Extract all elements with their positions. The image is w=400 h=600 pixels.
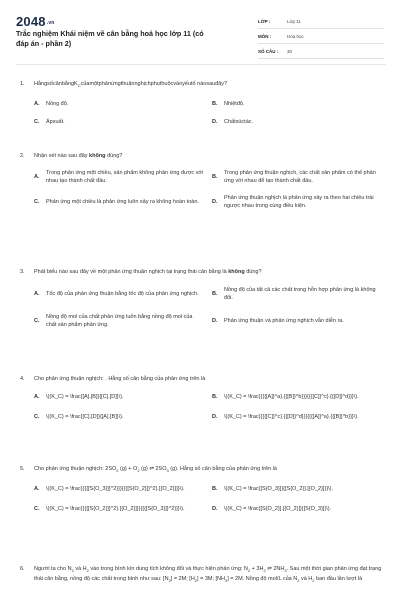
question-number: 4. <box>20 376 25 382</box>
option-letter: D. <box>212 413 218 420</box>
option-text: Nồng độ. <box>46 100 69 107</box>
site-logo[interactable] <box>16 14 55 29</box>
answer-option-d[interactable] <box>212 313 382 329</box>
question-number: 2. <box>20 153 25 159</box>
option-letter: B. <box>212 393 218 400</box>
option-text: Nồng độ của tất cả các chất trong hỗn hợp phản ứng là không đổi. <box>224 287 376 301</box>
question-text: HằngsốcânbằngK$_C$củamộtphảnứngthuậnnghịchphụthuộcvàoyếutố nàosauđây? <box>34 81 228 89</box>
answer-option-c[interactable] <box>34 194 204 210</box>
question-number: 6. <box>20 566 25 572</box>
option-letter: B. <box>212 291 218 297</box>
option-text: Trong phản ứng một chiều, sản phẩm không phản ứng được với nhau tạo thành chất đầu. <box>46 170 204 184</box>
question-number: 5. <box>20 466 25 472</box>
answer-option-d[interactable] <box>212 117 382 126</box>
question-4 <box>20 375 382 432</box>
question-stem <box>20 268 382 276</box>
answer-option-b[interactable] <box>212 392 382 401</box>
answer-option-a[interactable] <box>34 484 204 493</box>
meta-info <box>258 14 384 59</box>
page-header <box>16 14 386 60</box>
meta-value: Hóa học <box>287 33 304 39</box>
meta-value: Lớp 11 <box>287 18 301 24</box>
option-letter: B. <box>212 174 218 180</box>
option-letter: C. <box>34 118 40 125</box>
meta-value: 30 <box>287 48 293 54</box>
option-letter: D. <box>212 118 218 125</box>
question-number: 3. <box>20 269 25 275</box>
option-text: \((K_C) = \frac{[S{O_3}]}{[S{O_2}].[{O_2}]}}\). <box>224 485 334 492</box>
meta-row-subject <box>258 29 384 44</box>
answer-option-a[interactable] <box>34 99 204 108</box>
option-text: Phản ứng thuận và phản ứng nghịch vẫn diễn ra. <box>224 318 344 324</box>
option-letter: C. <box>34 199 40 205</box>
answer-options <box>20 286 382 340</box>
question-stem <box>20 465 382 475</box>
option-text: \((K_C) = \frac{{{{[S{O_3}]}^2}}}{{{[S{O_2}]}^2}.[{O_2}]}}\). <box>46 485 185 492</box>
option-letter: B. <box>212 485 218 492</box>
answer-option-b[interactable] <box>212 484 382 493</box>
option-text: Tốc độ của phản ứng thuận bằng tốc độ của phản ứng nghịch. <box>46 291 199 297</box>
logo-text: 2048 <box>16 14 46 29</box>
option-letter: A. <box>34 174 40 180</box>
answer-option-a[interactable] <box>34 169 204 185</box>
answer-option-d[interactable] <box>212 194 382 210</box>
option-text: \((K_C) = \frac{[A].[B]}{[C].[D]}\). <box>46 393 124 400</box>
option-text: Phản ứng một chiều là phản ứng luôn xảy ra không hoàn toàn. <box>46 199 199 205</box>
option-text: \((K_C) = \frac{{{{[A]}^a}.{{[B]}^b}}}{{{[C]}^c}.{{[D]}^d}}}\). <box>224 393 359 400</box>
option-text: Ápsuất. <box>46 118 65 125</box>
option-letter: D. <box>212 199 218 205</box>
option-text: \((K_C) = \frac{[S{O_2}].[{O_2}]}{[S{O_3}]}\). <box>224 505 332 512</box>
page-title: Trắc nghiệm Khái niệm về cân bằng hoá học lớp 11 (có đáp án - phần 2) <box>16 29 204 48</box>
answer-option-c[interactable] <box>34 504 204 513</box>
question-3 <box>20 268 382 340</box>
option-letter: A. <box>34 100 40 107</box>
option-text: Trong phản ứng thuận nghịch, các chất sản phẩm có thể phản ứng với nhau để tạo thành chất đầu. <box>224 170 376 184</box>
question-5 <box>20 465 382 524</box>
answer-option-a[interactable] <box>34 392 204 401</box>
question-text: Cho phản ứng thuận nghịch: . Hằng số cân bằng của phản ứng trên là <box>34 376 206 382</box>
header-divider <box>16 64 386 65</box>
answer-option-b[interactable] <box>212 99 382 108</box>
question-stem <box>20 565 382 585</box>
answer-options <box>20 99 382 135</box>
question-stem <box>20 375 382 383</box>
option-letter: A. <box>34 393 40 400</box>
question-2 <box>20 152 382 219</box>
answer-option-b[interactable] <box>212 169 382 185</box>
answer-option-b[interactable] <box>212 286 382 302</box>
option-text: \((K_C) = \frac{[C].[D]}{[A].[B]}\). <box>46 413 124 420</box>
option-letter: D. <box>212 505 218 512</box>
option-text: Nhiệtđộ. <box>224 100 245 107</box>
answer-options <box>20 169 382 219</box>
meta-row-count <box>258 44 384 59</box>
option-letter: D. <box>212 318 218 324</box>
meta-key: MÔN : <box>258 33 272 39</box>
question-1 <box>20 80 382 135</box>
option-text: \((K_C) = \frac{{{{[S{O_2}]}^2}.[{O_2}]}}{{{[S{O_3}]}^2}}}\). <box>46 505 185 512</box>
option-letter: B. <box>212 100 218 107</box>
meta-key: LỚP : <box>258 18 271 24</box>
option-letter: C. <box>34 413 40 420</box>
answer-option-c[interactable] <box>34 117 204 126</box>
question-6 <box>20 565 382 585</box>
answer-option-d[interactable] <box>212 412 382 421</box>
answer-option-c[interactable] <box>34 412 204 421</box>
answer-option-c[interactable] <box>34 313 204 329</box>
option-text: Chấtxúctác. <box>224 118 254 125</box>
option-text: Nồng độ mol của chất phản ứng luôn bằng nồng độ mol của chất sản phẩm phản ứng. <box>46 314 193 328</box>
option-letter: C. <box>34 318 40 324</box>
answer-options <box>20 484 382 524</box>
logo-tld: .vn <box>46 19 55 26</box>
answer-option-a[interactable] <box>34 286 204 302</box>
question-text: Phát biểu nào sau đây về một phản ứng thuận nghịch tại trạng thái cân bằng là không đúng? <box>34 269 262 275</box>
question-text: Nhận xét nào sau đây không đúng? <box>34 153 123 159</box>
option-text: Phản ứng thuận nghịch là phản ứng xảy ra theo hai chiều trái ngược nhau trong cùng điều kiện. <box>224 195 374 209</box>
answer-options <box>20 392 382 432</box>
question-stem <box>20 80 382 90</box>
question-number: 1. <box>20 81 25 87</box>
option-letter: A. <box>34 291 40 297</box>
meta-key: SỐ CÂU : <box>258 48 279 54</box>
question-stem <box>20 152 382 160</box>
question-text: Người ta cho $N_2$ và $H_2$ vào trong bình kín dung tích không đổi và thực hiện phản ứng: $N_2 + 3H_2$ ⇌ $2NH_3$. Sau một thời gian phản ứng đạt trạng thái cân bằng, nồng độ các chất trong bình như sau: $[N_2] = 2M$; $[H_2] = 3M$; $[NH_3] = 2M$. Nồng độ mol/L của $N_2$ và $H_2$ ban đầu lần lượt là <box>34 566 382 584</box>
answer-option-d[interactable] <box>212 504 382 513</box>
question-text: Cho phản ứng thuận nghịch: $2SO_2$ $(g) + O_2$ (g) ⇌ $2SO_3$ (g). Hằng số cân bằng của phản ứng trên là <box>34 466 277 474</box>
option-letter: A. <box>34 485 40 492</box>
option-letter: C. <box>34 505 40 512</box>
option-text: \((K_C) = \frac{{{{[C]}^c}.{{[D]}^d}}}{{{[A]}^a}.{{[B]}^b}}}\). <box>224 413 359 420</box>
meta-row-class <box>258 14 384 29</box>
